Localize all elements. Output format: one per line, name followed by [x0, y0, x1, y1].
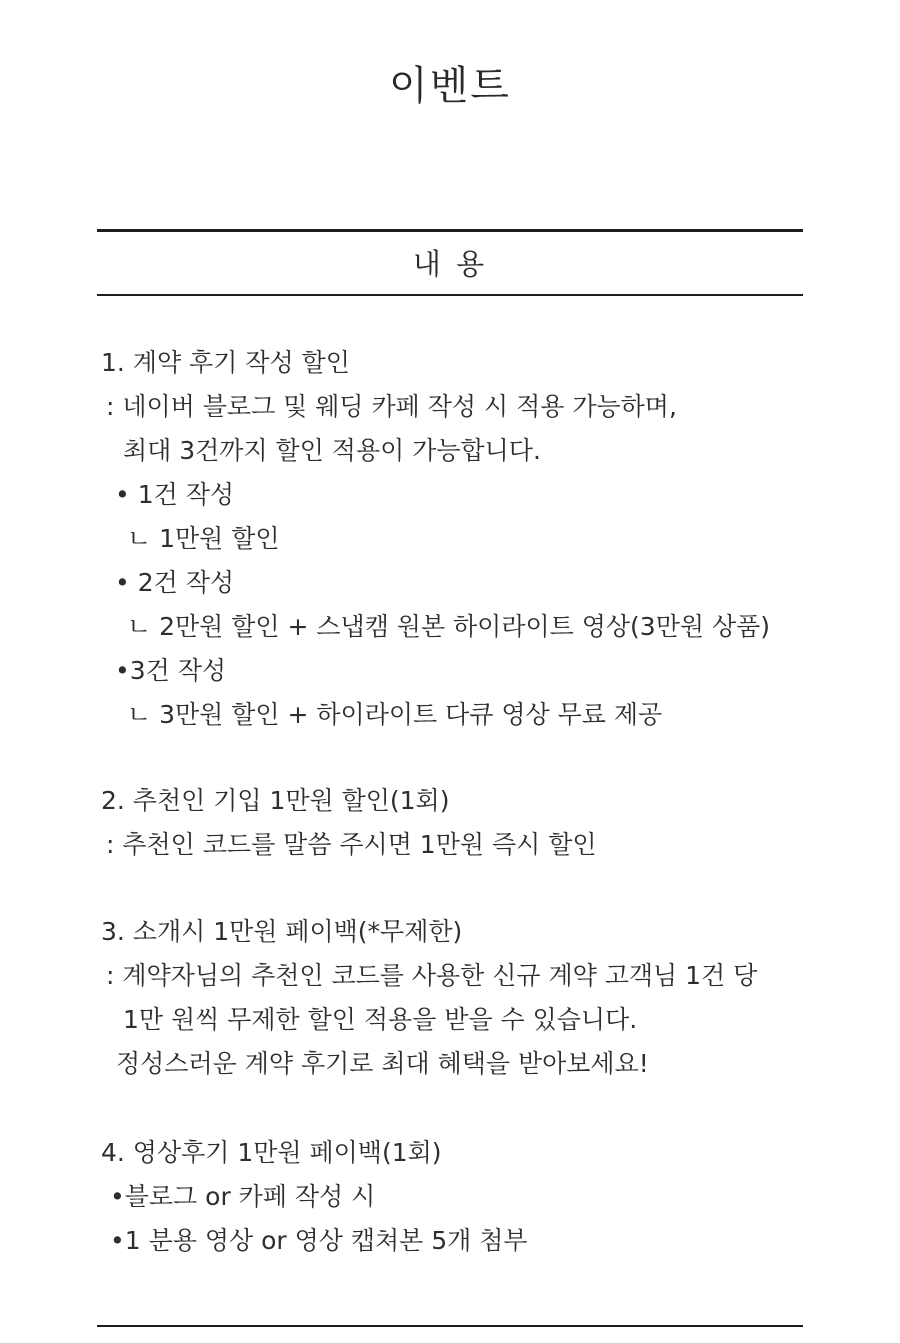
- section-3-heading: 3. 소개시 1만원 페이백(*무제한): [101, 917, 463, 946]
- section-1-bullet-2: • 2건 작성: [115, 568, 234, 597]
- section-1-bullet-3: •3건 작성: [115, 656, 227, 685]
- section-4-heading: 4. 영상후기 1만원 페이백(1회): [101, 1138, 442, 1167]
- section-heading: 내 용: [412, 247, 488, 281]
- section-1-line-1: : 네이버 블로그 및 웨딩 카페 작성 시 적용 가능하며,: [106, 392, 677, 421]
- section-1-heading: 1. 계약 후기 작성 할인: [101, 348, 350, 377]
- page-title: 이벤트: [389, 63, 511, 109]
- section-1-bullet-1: • 1건 작성: [115, 480, 234, 509]
- section-2-heading: 2. 추천인 기입 1만원 할인(1회): [101, 786, 450, 815]
- heading-divider: [97, 294, 803, 296]
- section-3-line-1: : 계약자님의 추천인 코드를 사용한 신규 계약 고객님 1건 당: [106, 961, 758, 990]
- section-1-sub-3: ㄴ 3만원 할인 + 하이라이트 다큐 영상 무료 제공: [127, 700, 663, 729]
- top-divider: [97, 229, 803, 232]
- section-1-line-2: 최대 3건까지 할인 적용이 가능합니다.: [123, 436, 541, 465]
- section-2-line-1: : 추천인 코드를 말씀 주시면 1만원 즉시 할인: [106, 830, 597, 859]
- section-1-sub-1: ㄴ 1만원 할인: [127, 524, 280, 553]
- section-4-bullet-1: •블로그 or 카페 작성 시: [110, 1182, 376, 1211]
- bottom-divider: [97, 1325, 803, 1327]
- section-3-line-2: 1만 원씩 무제한 할인 적용을 받을 수 있습니다.: [123, 1005, 638, 1034]
- section-1-sub-2: ㄴ 2만원 할인 + 스냅캠 원본 하이라이트 영상(3만원 상품): [127, 612, 770, 641]
- section-3-line-3: 정성스러운 계약 후기로 최대 혜택을 받아보세요!: [116, 1049, 649, 1078]
- section-4-bullet-2: •1 분용 영상 or 영상 캡쳐본 5개 첨부: [110, 1226, 528, 1255]
